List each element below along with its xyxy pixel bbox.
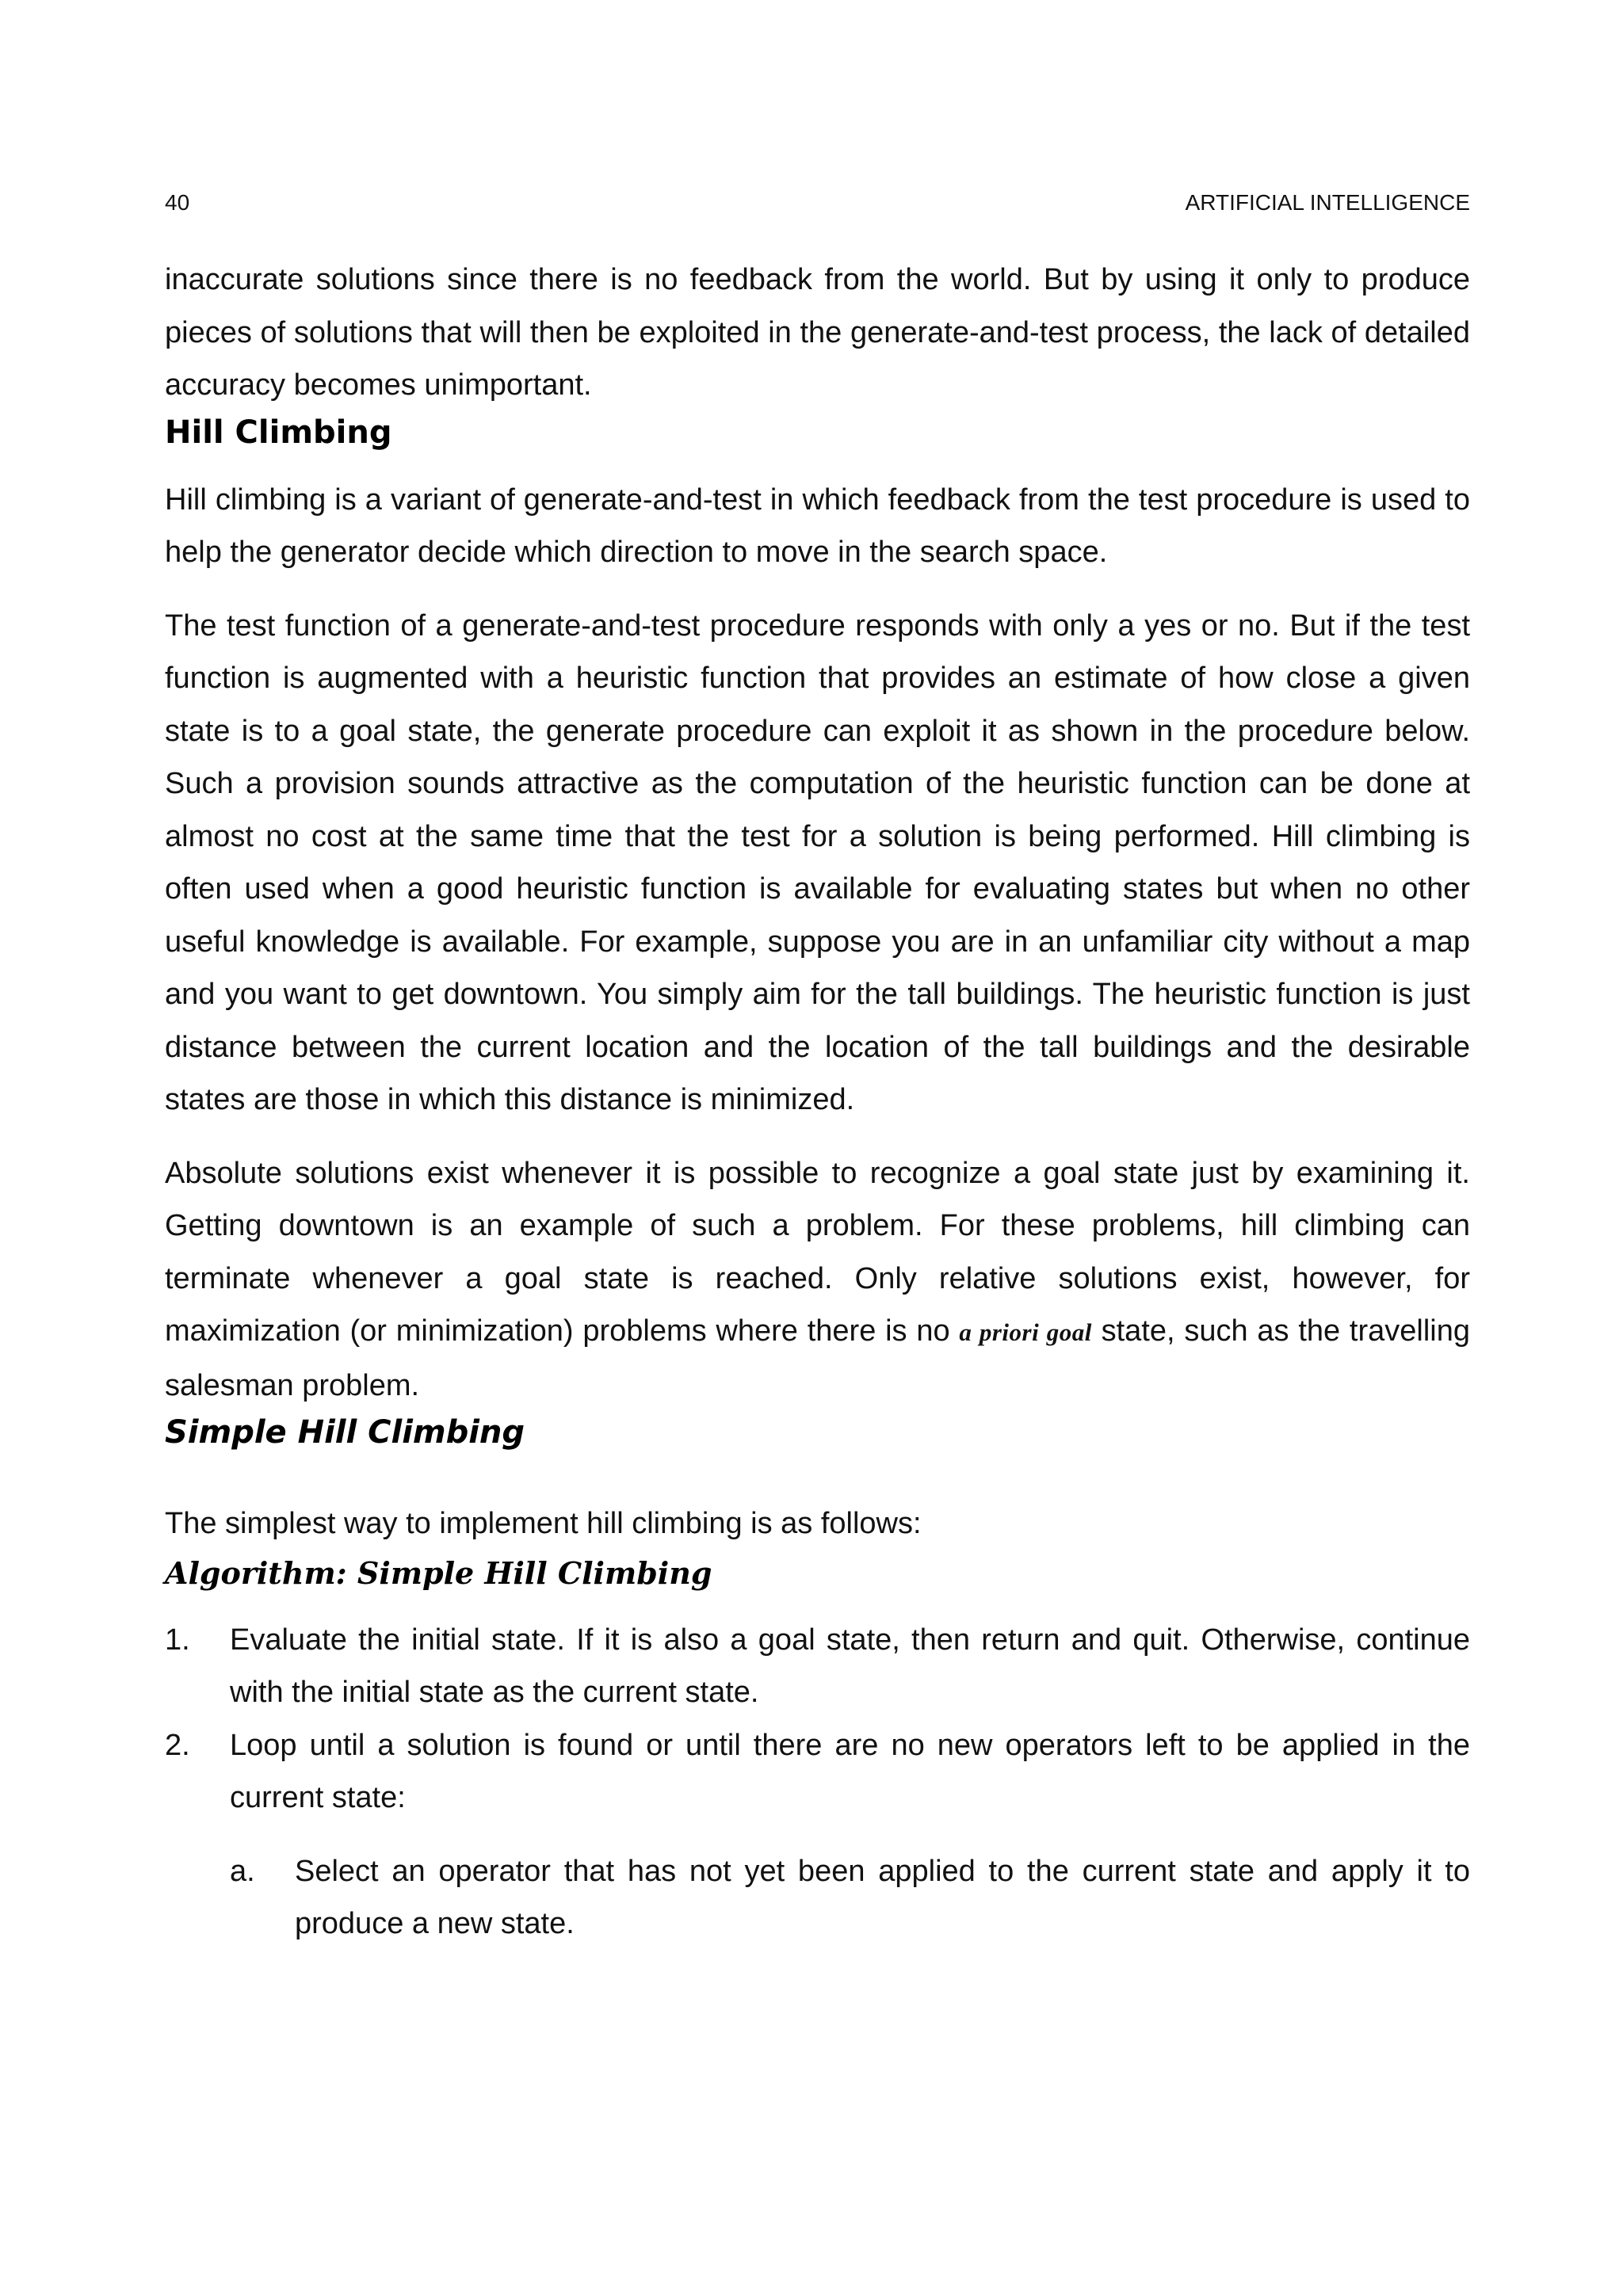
algorithm-step (165, 1719, 1470, 1825)
step-marker: 1. (165, 1623, 190, 1657)
intro-paragraph: inaccurate solutions since there is no feedback from the world. But by using it only to produce pieces of solutions that will then be exploited in the generate-and-test process, the lack of detailed accuracy becomes unimportant. (165, 263, 1470, 402)
step-text: Evaluate the initial state. If it is also a goal state, then return and quit. Otherwise, continue with the initial state as the current state. (230, 1623, 1470, 1709)
absolute-relative-solutions-paragraph (165, 1147, 1470, 1413)
hill-climbing-definition-paragraph: Hill climbing is a variant of generate-and-test in which feedback from the test procedure is used to help the generator decide which direction to move in the search space. (165, 482, 1470, 569)
step-text: Loop until a solution is found or until there are no new operators left to be applied in the current state: (230, 1728, 1470, 1814)
algorithm-steps-list (165, 1614, 1470, 1825)
solutions-text-after-term: state, such as the travelling salesman problem. (165, 1314, 1470, 1402)
substep-marker: a. (230, 1854, 255, 1888)
algorithm-substep (230, 1845, 1470, 1951)
document-content (165, 254, 1470, 1951)
page-header (165, 189, 1470, 217)
heuristic-function-paragraph: The test function of a generate-and-test procedure responds with only a yes or no. But if the test function is augmented with a heuristic function that provides an estimate of how close a given state is to a goal state, the generate procedure can exploit it as shown in the procedure below. Such a provision sounds attractive as the computation of the heuristic function can be done at almost no cost at the same time that the test for a solution is being performed. Hill climbing is often used when a good heuristic function is available for evaluating states but when no other useful knowledge is available. For example, suppose you are in an unfamiliar city without a map and you want to get downtown. You simply aim for the tall buildings. The heuristic function is just distance between the current location and the location of the tall buildings and the desirable states are those in which this distance is minimized. (165, 608, 1470, 1116)
a-priori-goal-term: a priori goal (959, 1318, 1092, 1346)
algorithm-title: Algorithm: Simple Hill Climbing (165, 1554, 712, 1591)
algorithm-step (165, 1614, 1470, 1719)
page-number: 40 (165, 190, 190, 215)
running-title: ARTIFICIAL INTELLIGENCE (1185, 190, 1470, 215)
hill-climbing-heading: Hill Climbing (165, 414, 392, 451)
algorithm-substeps-list (230, 1845, 1470, 1951)
simple-hill-climbing-heading: Simple Hill Climbing (165, 1414, 525, 1451)
simple-hill-climbing-intro: The simplest way to implement hill climbing is as follows: (165, 1507, 922, 1540)
solutions-text-before-term: Absolute solutions exist whenever it is possible to recognize a goal state just by examining it. Getting downtown is an example of such a problem. For these problems, hill climbing can terminate whenever a goal state is reached. Only relative solutions exist, however, for maximization (or minimization) problems where there is no (165, 1156, 1470, 1348)
step-marker: 2. (165, 1728, 190, 1762)
substep-text: Select an operator that has not yet been applied to the current state and apply it to produce a new state. (295, 1854, 1470, 1940)
